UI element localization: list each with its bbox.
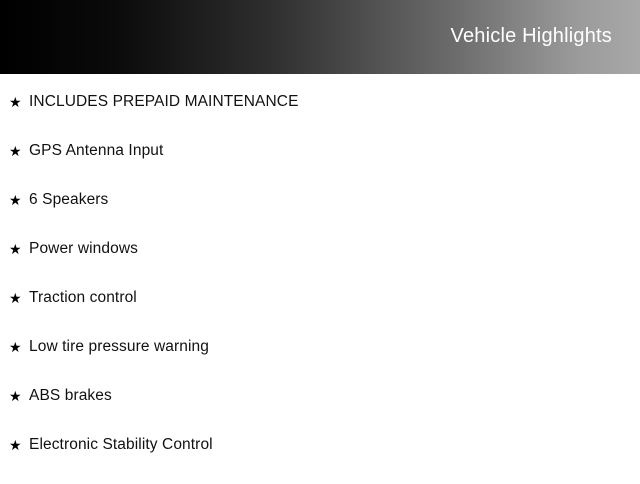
highlight-label: Power windows: [29, 240, 138, 257]
highlights-list: [0, 74, 640, 484]
star-bullet-icon: ★: [9, 290, 22, 306]
star-bullet-icon: ★: [9, 339, 22, 355]
list-item: [0, 288, 640, 337]
star-bullet-icon: ★: [9, 94, 22, 110]
star-bullet-icon: ★: [9, 241, 22, 257]
list-item: [0, 337, 640, 386]
highlight-label: Traction control: [29, 289, 137, 306]
star-bullet-icon: ★: [9, 388, 22, 404]
page-title: Vehicle Highlights: [450, 25, 612, 47]
highlight-label: INCLUDES PREPAID MAINTENANCE: [29, 93, 299, 110]
star-bullet-icon: ★: [9, 192, 22, 208]
highlight-label: Electronic Stability Control: [29, 436, 213, 453]
header-bar: [0, 0, 640, 74]
list-item: [0, 190, 640, 239]
list-item: [0, 92, 640, 141]
star-bullet-icon: ★: [9, 143, 22, 159]
highlight-label: Low tire pressure warning: [29, 338, 209, 355]
highlight-label: 6 Speakers: [29, 191, 109, 208]
list-item: [0, 141, 640, 190]
list-item: [0, 239, 640, 288]
list-item: [0, 435, 640, 484]
highlight-label: GPS Antenna Input: [29, 142, 164, 159]
highlight-label: ABS brakes: [29, 387, 112, 404]
star-bullet-icon: ★: [9, 437, 22, 453]
list-item: [0, 386, 640, 435]
